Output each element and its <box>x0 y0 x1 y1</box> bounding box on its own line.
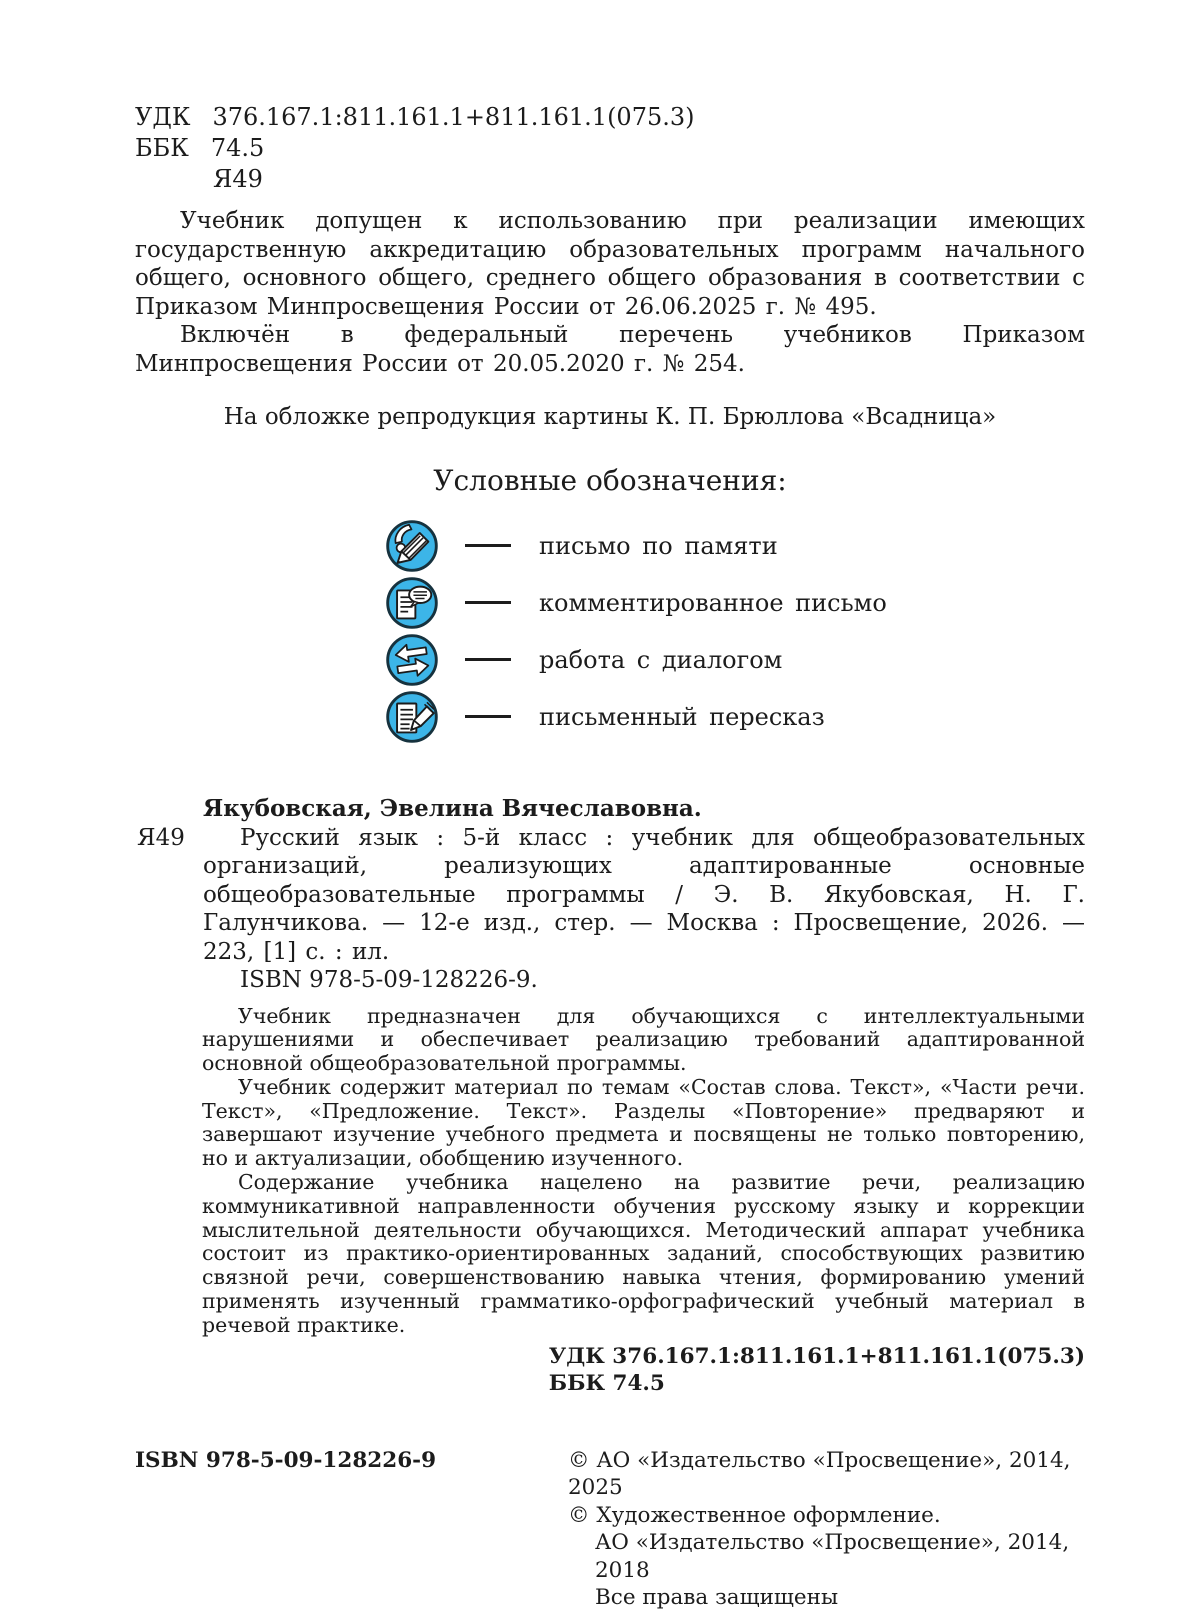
footer-block <box>135 1447 1085 1612</box>
bottom-udk: УДК 376.167.1:811.161.1+811.161.1(075.3) <box>548 1343 1085 1369</box>
udk-line <box>135 102 1085 133</box>
legend-item-label: комментированное письмо <box>539 588 887 617</box>
copyright-line: АО «Издательство «Просвещение», 2014, 2018 <box>595 1530 1070 1583</box>
annotation-paragraph: Содержание учебника нацелено на развитие речи, реализацию коммуникативной направленности обучения русскому языку и коррекции мыслительной деятельности обучающихся. Методический аппарат учебника состоит из практико-ориентированных заданий, способствующих развитию связной речи, совершенствованию навыка чтения, формированию умений применять изученный грамматико-орфографический учебный материал в речевой практике. <box>202 1170 1085 1337</box>
bbk-value: 74.5 <box>210 134 265 162</box>
legend-item-label: письмо по памяти <box>539 531 778 560</box>
federal-list-paragraph: Включён в федеральный перечень учебников Приказом Минпросвещения России от 20.05.2020 г. № 254. <box>135 322 1085 377</box>
biblio-isbn: ISBN 978-5-09-128226-9. <box>240 967 538 993</box>
legend-item-label: работа с диалогом <box>539 645 783 674</box>
legend-dash <box>465 544 511 547</box>
legend-title: Условные обозначения: <box>433 464 787 497</box>
annotation-paragraph: Учебник предназначен для обучающихся с интеллектуальными нарушениями и обеспечивает реализацию требований адаптированной основной общеобразовательной программы. <box>202 1003 1085 1076</box>
copyright-line: © Художественное оформление. <box>568 1502 941 1528</box>
udk-label: УДК <box>135 103 191 131</box>
bbk-label: ББК <box>135 134 189 162</box>
annotation-paragraph: Учебник содержит материал по темам «Состав слова. Текст», «Части речи. Текст», «Предложение. Текст». Разделы «Повторение» предваряют и завершают изучение учебного предмета и посвящены не только повторению, но и актуализации, обобщению изученного. <box>202 1074 1085 1171</box>
bibliographic-record <box>135 795 1085 995</box>
legend-item <box>385 574 1085 631</box>
top-codes-block <box>135 102 1085 195</box>
biblio-entry: Русский язык : 5-й класс : учебник для общеобразовательных организаций, реализующих адаптированные основные общеобразовательные программы / Э. В. Якубовская, Н. Г. Галунчикова. — 12-е изд., стер. — Москва : Просвещение, 2026. — 223, [1] с. : ил. <box>203 824 1085 965</box>
legend-dash <box>465 715 511 718</box>
copyright-line: Все права защищены <box>595 1585 839 1611</box>
copyright-line: © АО «Издательство «Просвещение», 2014, 2025 <box>568 1447 1071 1501</box>
legend-item <box>385 517 1085 574</box>
bottom-codes-block <box>135 1343 1085 1397</box>
footer-isbn: ISBN 978-5-09-128226-9 <box>135 1447 437 1473</box>
commented-writing-icon <box>385 576 439 630</box>
bottom-bbk: ББК 74.5 <box>548 1370 665 1396</box>
bottom-codes-inner <box>549 1343 1085 1397</box>
legend-item <box>385 688 1085 745</box>
legend-dash <box>465 601 511 604</box>
bbk-line <box>135 133 1085 164</box>
udk-value: 376.167.1:811.161.1+811.161.1(075.3) <box>212 103 695 131</box>
cover-note: На обложке репродукция картины К. П. Брюллова «Всадница» <box>223 404 997 430</box>
written-retelling-icon <box>385 690 439 744</box>
approval-paragraph: Учебник допущен к использованию при реализации имеющих государственную аккредитацию образовательных программ начального общего, основного общего, среднего общего образования в соответствии с Приказом Минпросвещения России от 26.06.2025 г. № 495. <box>135 208 1085 320</box>
dialog-icon <box>385 633 439 687</box>
author-sign-code: Я49 <box>137 824 185 851</box>
memory-writing-icon <box>385 519 439 573</box>
author-sign: Я49 <box>213 165 263 193</box>
legend-dash <box>465 658 511 661</box>
legend-item-label: письменный пересказ <box>539 702 825 731</box>
copyright-block <box>568 1447 1085 1612</box>
biblio-author: Якубовская, Эвелина Вячеславовна. <box>203 795 702 822</box>
legend-item <box>385 631 1085 688</box>
legend-block <box>385 517 1085 745</box>
annotation-block <box>202 1005 1085 1338</box>
